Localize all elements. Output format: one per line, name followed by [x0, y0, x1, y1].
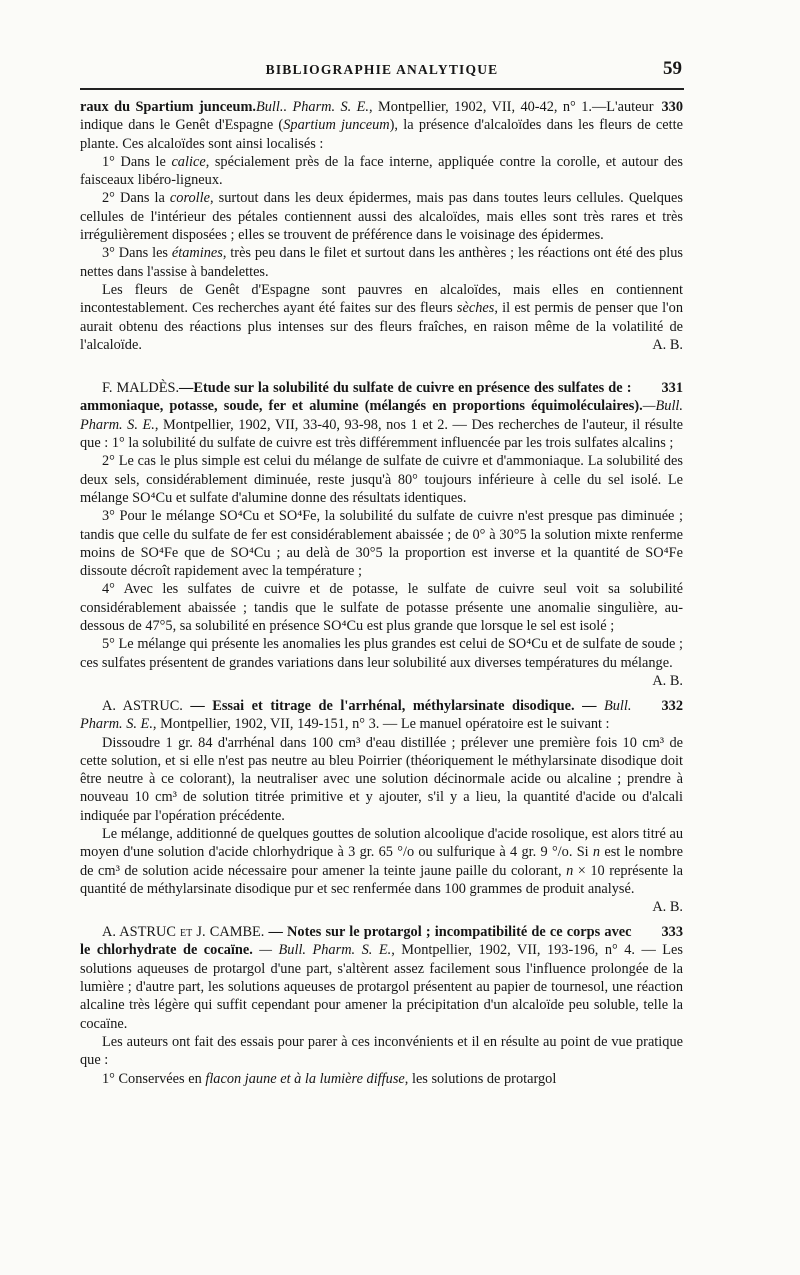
entry-333-lead	[80, 923, 683, 1033]
entry-author: A. ASTRUC et J. CAMBE.	[102, 924, 265, 941]
lead-text: ), la présence d'alcaloïdes dans les fleurs de cette plante. Ces alcaloïdes sont ainsi localisés :	[80, 117, 684, 152]
page-number: 59	[663, 58, 682, 79]
paragraph	[80, 244, 683, 281]
reference-details: , Montpellier, 1902, VII, 40-42, n° 1.	[369, 99, 592, 115]
paragraph	[80, 825, 684, 916]
text-run: flacon jaune et à la lumière diffuse	[205, 1070, 405, 1087]
text-run: corolle	[169, 190, 211, 207]
reference-details: , Montpellier, 1902, VII, 33-40, 93-98, nos 1 et 2. — Des recherches de l'auteur, il résulte que : 1° la solubilité du sulfate de cuivre est très différemment influencée par les trois sulfates alcalins ;	[80, 416, 683, 452]
header-title: BIBLIOGRAPHIE ANALYTIQUE	[265, 62, 499, 77]
species-name: Spartium junceum	[283, 117, 390, 134]
entry-330-lead	[80, 98, 683, 153]
entry-330	[80, 98, 683, 354]
text-run: calice	[171, 153, 206, 170]
paragraph: 3° Pour le mélange SO⁴Cu et SO⁴Fe, la solubilité du sulfate de cuivre n'est presque pas diminuée ; tandis que celle du sulfate de fer est considérablement abaissée ; de 0° à 30°5 la solution mixte renferme moins de SO⁴Fe que de SO⁴Cu ; au delà de 30°5 la proportion est inverse et la quantité de SO⁴Fe dissoute décroît rapidement avec la température ;	[80, 508, 683, 580]
text-run: × 10 représente la quantité de méthylarsinate disodique pur et sec renfermée dans 100 grammes de produit analysé.	[80, 862, 684, 897]
entry-number: 333	[661, 924, 683, 941]
reference-details: , Montpellier, 1902, VII, 149-151, n° 3. — Le manuel opératoire est le suivant :	[152, 716, 610, 733]
text-run: n	[592, 844, 601, 861]
paragraph	[80, 189, 683, 244]
entry-number: 331	[661, 380, 683, 397]
entry-333	[80, 923, 683, 1088]
text-run: Les fleurs de Genêt d'Espagne sont pauvres en alcaloïdes, mais elles en contiennent incontestablement. Ces recherches ayant été faites sur des fleurs	[80, 281, 683, 317]
text-run: étamines	[171, 245, 223, 262]
signature: A. B.	[652, 672, 683, 689]
reference-source: Bull. Pharm. S. E.	[80, 697, 632, 733]
entry-title: — Essai et titrage de l'arrhénal, méthylarsinate disodique. —	[190, 697, 597, 714]
signature: A. B.	[652, 899, 683, 916]
text-run: , les solutions de protargol	[404, 1070, 557, 1087]
paragraph	[80, 1070, 683, 1088]
text-run: Le mélange, additionné de quelques gouttes de solution alcoolique d'acide rosolique, est alors titré au moyen d'une solution d'acide chlorhydrique à 3 gr. 65 °/o ou sulfurique à 4 gr. 9 °/o. Si	[80, 825, 683, 861]
entry-author: F. MALDÈS.	[102, 380, 180, 397]
text-run: 3° Dans les	[102, 245, 172, 262]
header-rule	[80, 88, 684, 90]
paragraph	[80, 281, 683, 354]
running-head	[80, 58, 684, 82]
text-run: , spécialement près de la face interne, appliquée contre la corolle, et autour des faisceaux libéro-ligneux.	[80, 153, 684, 189]
entry-number: 330	[661, 99, 683, 115]
lead-text: —L'auteur indique dans le Genêt d'Espagne (	[80, 99, 654, 134]
entry-title: —Etude sur la solubilité du sulfate de cuivre en présence des sulfates de : ammoniaque, potasse, soude, fer et alumine (mélangés en proportions équimoléculaires).	[80, 380, 643, 415]
text-run: , très peu dans le filet et surtout dans les anthères ; les réactions ont été des plus nettes dans l'assise à bandelettes.	[80, 245, 683, 280]
paragraph: 2° Le cas le plus simple est celui du mélange de sulfate de cuivre et d'ammoniaque. La solubilité des deux sels, considérablement diminuée, reste jusqu'à 80° toujours inférieure à celle du sel isolé. Le mélange SO⁴Cu et sulfate d'alumine donne des résultats identiques.	[80, 453, 683, 506]
text-run: , il est permis de penser que l'on aurait obtenu des réactions plus intenses sur des fleurs fraîches, en raison même de la volatilité de l'alcaloïde.	[80, 300, 683, 353]
entry-332	[80, 697, 684, 916]
text-run: 1° Dans le	[102, 153, 172, 170]
text-run: 5° Le mélange qui présente les anomalies les plus grandes est celui de SO⁴Cu et de sulfate de soude ; ces sulfates présentent de grandes variations dans leur solubilité aux diverses températures du mélange.	[80, 636, 683, 671]
text-run: 1° Conservées en	[102, 1070, 206, 1087]
entry-title: raux du Spartium junceum.	[80, 99, 256, 115]
entry-331-lead	[80, 379, 683, 452]
reference-details: , Montpellier, 1902, VII, 193-196, n° 4. — Les solutions aqueuses de protargol d'une part, s'altèrent assez facilement sous l'influence prolongée de la lumière ; d'autre part, les solutions aqueuses de protargol présentent au papier de tournesol, une réaction alcaline très légère qui suffit cependant pour amener la précipitation d'un alcaloïde peu soluble, telle la cocaïne.	[80, 942, 683, 1032]
signature: A. B.	[652, 336, 683, 353]
text-run: 2° Dans la	[102, 190, 170, 207]
text-run: , surtout dans les deux épidermes, mais pas dans toutes leurs cellules. Quelques cellules de l'intérieur des pétales contiennent aussi des alcaloïdes, mais elles sont très rares et très irrégulièrement disposées ; elles se trouvent de préférence dans le voisinage des épidermes.	[80, 190, 683, 244]
text-run: n	[566, 862, 574, 879]
entry-title: — Notes sur le protargol ; incompatibilité de ce corps avec le chlorhydrate de cocaïne.	[80, 924, 632, 959]
entry-332-lead	[80, 697, 683, 734]
reference-source: —Bull. Pharm. S. E.	[80, 398, 683, 433]
reference-source: Bull.. Pharm. S. E.	[256, 99, 370, 115]
text-run: est le nombre de cm³ de solution acide nécessaire pour amener la teinte jaune paille du colorant,	[80, 844, 683, 879]
entry-author: A. ASTRUC.	[102, 697, 183, 714]
paragraph: Les auteurs ont fait des essais pour parer à ces inconvénients et il en résulte au point de vue pratique que :	[80, 1033, 683, 1069]
paragraph: Dissoudre 1 gr. 84 d'arrhénal dans 100 cm³ d'eau distillée ; prélever une première fois 10 cm³ de cette solution, et si elle n'est pas neutre au bleu Poirrier (théoriquement le méthylarsinate disodique doit être neutre à ce colorant), la neutraliser avec une solution décinormale acide ou alcaline ; prendre à nouveau 10 cm³ de solution titrée primitive et y ajouter, s'il y a lieu, la quantité d'acide ou d'alcali indiquée par l'opération précédente.	[80, 734, 683, 824]
paragraph	[80, 635, 683, 689]
entry-331	[80, 379, 683, 689]
entry-number: 332	[661, 697, 683, 714]
text-run: sèches	[456, 300, 495, 317]
page-content	[80, 98, 683, 1088]
paragraph	[80, 153, 683, 190]
reference-source: — Bull. Pharm. S. E.	[259, 942, 392, 959]
paragraph: 4° Avec les sulfates de cuivre et de potasse, le sulfate de cuivre seul voit sa solubilité considérablement abaissée ; tandis que le sulfate de potasse présente une anomalie singulière, au-dessous de 47°5, sa solubilité en présence SO⁴Cu est plus grande que lorsque le sel est isolé ;	[80, 581, 683, 635]
